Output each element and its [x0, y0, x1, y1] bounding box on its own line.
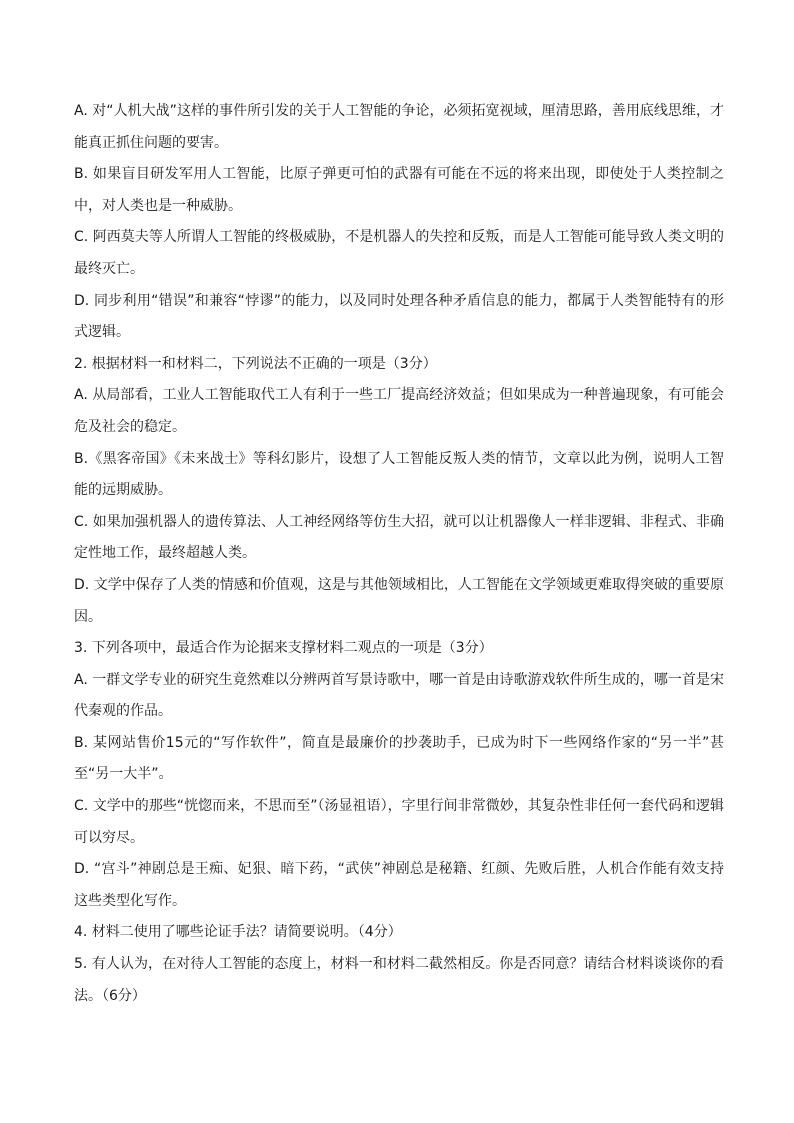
option-3d: D. “宫斗”神剧总是王痴、妃狠、暗下药，“武侠”神剧总是秘籍、红颜、先败后胜，人机合作能有效支持这些类型化写作。 — [74, 861, 724, 909]
option-1d: D. 同步利用“错误”和兼容“悖谬”的能力，以及同时处理各种矛盾信息的能力，都属于人类智能特有的形式逻辑。 — [74, 292, 724, 341]
option-2a: A. 从局部看，工业人工智能取代工人有利于一些工厂提高经济效益；但如果成为一种普遍现象，有可能会危及社会的稳定。 — [74, 387, 724, 435]
document-body — [74, 96, 724, 1012]
option-3a: A. 一群文学专业的研究生竟然难以分辨两首写景诗歌中，哪一首是由诗歌游戏软件所生成的，哪一首是宋代秦观的作品。 — [74, 671, 724, 720]
option-1a: A. 对“人机大战”这样的事件所引发的关于人工智能的争论，必须拓宽视域，厘清思路，善用底线思维，才能真正抓住问题的要害。 — [74, 103, 724, 151]
option-2b: B.《黑客帝国》《未来战士》等科幻影片，设想了人工智能反叛人类的情节，文章以此为例，说明人工智能的远期威胁。 — [74, 450, 724, 499]
option-1c: C. 阿西莫夫等人所谓人工智能的终极威胁，不是机器人的失控和反叛，而是人工智能可能导致人类文明的最终灭亡。 — [74, 229, 724, 277]
option-2c: C. 如果加强机器人的遗传算法、人工神经网络等仿生大招，就可以让机器像人一样非逻辑、非程式、非确定性地工作，最终超越人类。 — [74, 513, 724, 562]
option-1b: B. 如果盲目研发军用人工智能，比原子弹更可怕的武器有可能在不远的将来出现，即使处于人类控制之中，对人类也是一种威胁。 — [74, 166, 724, 214]
question-2: 2. 根据材料一和材料二，下列说法不正确的一项是（3分） — [74, 355, 437, 372]
question-5: 5. 有人认为，在对待人工智能的态度上，材料一和材料二截然相反。你是否同意？请结合材料谈谈你的看法。（6分） — [74, 956, 724, 1004]
question-4: 4. 材料二使用了哪些论证手法？请简要说明。（4分） — [74, 924, 402, 941]
option-3b: B. 某网站售价15元的“写作软件”，简直是最廉价的抄袭助手，已成为时下一些网络作家的“另一半”甚至“另一大半”。 — [74, 734, 724, 783]
option-3c: C. 文学中的那些“恍惚而来，不思而至”（汤显祖语），字里行间非常微妙，其复杂性非任何一套代码和逻辑可以穷尽。 — [74, 798, 724, 846]
option-2d: D. 文学中保存了人类的情感和价值观，这是与其他领域相比，人工智能在文学领域更难取得突破的重要原因。 — [74, 576, 724, 625]
question-3: 3. 下列各项中，最适合作为论据来支撑材料二观点的一项是（3分） — [74, 640, 493, 657]
